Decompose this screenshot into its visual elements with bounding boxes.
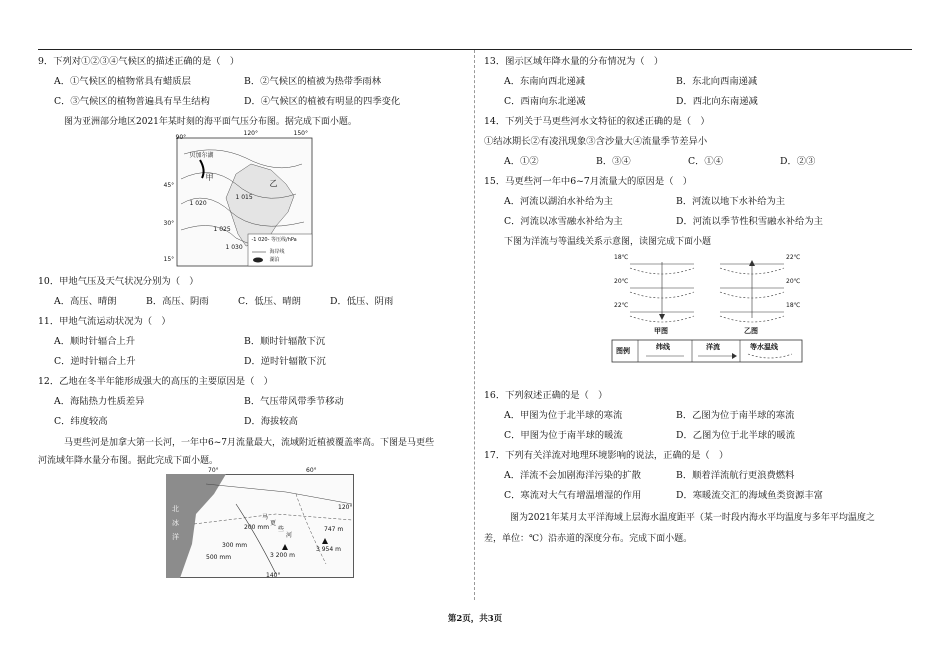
left-column [38,52,463,580]
q13-stem: 13．图示区域年降水量的分布情况为（ ） [484,56,664,67]
q14-stem: 14．下列关于马更些河水文特征的叙述正确的是（ ） [484,116,710,127]
column-divider [474,50,475,600]
q16-options-row2 [484,426,912,446]
temp-b-2: 20℃ [786,278,801,285]
caption-b: 乙图 [744,327,758,335]
q17-option-d[interactable]: D．寒暖流交汇的海域鱼类资源丰富 [676,490,823,501]
q11-options-row2 [38,352,463,372]
label-jia: 甲 [205,173,214,182]
isobar-1030: 1 030 [225,244,243,251]
current-isotherm-figure [610,254,804,364]
legend-isotherm: 等水温线 [750,343,778,351]
q10-options [38,292,463,312]
right-column [484,52,912,548]
q9-option-c[interactable]: C．③气候区的植物普遍具有旱生结构 [54,96,210,107]
label-bei: 北 [172,505,179,513]
label-baikal: 贝加尔湖 [189,152,214,159]
temp-b-1: 22℃ [786,254,801,261]
q16-option-b[interactable]: B．乙图为位于南半球的寒流 [676,410,795,421]
q14-options [484,152,912,172]
elev-747: 747 m [324,526,344,533]
lon-150: 150° [293,130,308,137]
legend-current: 洋流 [706,343,720,351]
temp-b-3: 18℃ [786,302,801,309]
q9-options-row2 [38,92,463,112]
elev-3200: 3 200 m [270,552,295,559]
lon-140: 140° [266,572,281,579]
lon-120: 120° [243,130,258,137]
label-bing: 冰 [172,519,179,527]
q17-option-a[interactable]: A．洋流不会加剧海洋污染的扩散 [504,470,641,481]
q13-options-row1 [484,72,912,92]
q11-stem: 11．甲地气流运动状况为（ ） [38,316,171,327]
q11-options-row1 [38,332,463,352]
isohyet-300: 300 mm [222,542,248,549]
isohyet-200: 200 mm [244,524,270,531]
label-yi: 乙 [269,179,278,188]
q17-options-row1 [484,466,912,486]
q15-option-d[interactable]: D．河流以季节性积雪融水补给为主 [676,216,823,227]
q11-option-a[interactable]: A．顺时针辐合上升 [54,336,136,347]
q16-option-c[interactable]: C．甲图为位于南半球的暖流 [504,430,623,441]
isobar-1020: 1 020 [189,200,207,207]
river-char-1: 马 [262,514,269,521]
q16-options-row1 [484,406,912,426]
legend-coast: 海岸线 [269,249,285,255]
q12-stem: 12．乙地在冬半年能形成强大的高压的主要原因是（ ） [38,376,273,387]
intro-q18-line2: 差，单位：℃）沿赤道的深度分布。完成下面小题。 [484,534,693,544]
q9-option-a[interactable]: A．①气候区的植物常具有蜡质层 [54,76,191,87]
q16-option-a[interactable]: A．甲图为位于北半球的寒流 [504,410,623,421]
intro-map2-line2: 河流域年降水量分布图。据此完成下面小题。 [38,456,219,466]
q12-option-b[interactable]: B．气压带风带季节移动 [244,396,344,407]
legend-latitude: 纬线 [656,343,670,351]
q12-option-c[interactable]: C．纬度较高 [54,416,108,427]
q10-option-c[interactable]: C．低压、晴朗 [238,296,301,307]
q14-option-b[interactable]: B．③④ [596,156,631,167]
q10-option-b[interactable]: B．高压、阴雨 [146,296,209,307]
temp-a-2: 20℃ [614,278,629,285]
q14-option-d[interactable]: D．②③ [780,156,816,167]
legend-lake: 湖泊 [269,257,280,263]
q11-option-b[interactable]: B．顺时针辐散下沉 [244,336,326,347]
q15-option-b[interactable]: B．河流以地下水补给为主 [676,196,786,207]
temp-a-3: 22℃ [614,302,629,309]
q12-options-row1 [38,392,463,412]
lon-120: 120° [338,504,353,511]
label-yang: 洋 [172,533,179,541]
caption-a: 甲图 [654,327,668,335]
temp-a-1: 18℃ [614,254,629,261]
river-char-4: 河 [286,532,293,539]
q9-option-b[interactable]: B．②气候区的植被为热带季雨林 [244,76,381,87]
intro-q18-line1: 图为2021年某月太平洋海域上层海水温度距平（某一时段内海水平均温度与多年平均温度之 [510,513,875,523]
isobar-1025: 1 025 [213,226,231,233]
isobar-1015: 1 015 [235,194,253,201]
q13-option-d[interactable]: D．西北向东南递减 [676,96,758,107]
lon-60: 60° [306,467,317,474]
pressure-map [163,130,326,270]
q16-stem: 16．下列叙述正确的是（ ） [484,390,608,401]
q15-option-c[interactable]: C．河流以冰雪融水补给为主 [504,216,623,227]
q12-option-a[interactable]: A．海陆热力性质差异 [54,396,145,407]
q13-option-c[interactable]: C．西南向东北递减 [504,96,586,107]
q15-options-row2 [484,212,912,232]
lat-45: 45° [163,182,175,189]
q10-stem: 10．甲地气压及天气状况分别为（ ） [38,276,199,287]
q9-options-row1 [38,72,463,92]
q15-option-a[interactable]: A．河流以湖泊水补给为主 [504,196,613,207]
legend-isobar: -1 020- 等压线/hPa [251,237,297,243]
legend-title: 图例 [616,347,630,355]
river-char-3: 些 [278,526,285,533]
q14-items: ①结冰期长②有凌汛现象③含沙量大④流量季节差异小 [484,136,708,147]
q15-options-row1 [484,192,912,212]
q13-options-row2 [484,92,912,112]
lon-70: 70° [208,467,219,474]
river-char-2: 更 [270,520,277,527]
q16-option-d[interactable]: D．乙图为位于北半球的暖流 [676,430,796,441]
q12-option-d[interactable]: D．海拔较高 [244,416,298,427]
q10-option-d[interactable]: D．低压、阴雨 [330,296,394,307]
q9-stem: 9．下列对①②③④气候区的描述正确的是（ ） [38,56,240,67]
intro-map1: 图为亚洲部分地区2021年某时刻的海平面气压分布图。据完成下面小题。 [64,117,357,127]
q14-option-c[interactable]: C．①④ [688,156,724,167]
lat-30: 30° [163,220,175,227]
lon-90: 90° [175,134,187,141]
q13-option-a[interactable]: A．东南向西北递减 [504,76,586,87]
intro-fig3: 下图为洋流与等温线关系示意图，读图完成下面小题 [504,237,712,247]
q17-stem: 17．下列有关洋流对地理环境影响的说法，正确的是（ ） [484,450,729,461]
q17-option-c[interactable]: C．寒流对大气有增温增湿的作用 [504,490,642,501]
q11-option-d[interactable]: D．逆时针辐散下沉 [244,356,326,367]
elev-3954: 3 954 m [316,546,341,553]
intro-map2-line1: 马更些河是加拿大第一长河，一年中6~7月流量最大，流域附近植被覆盖率高。下图是马更些 [64,438,434,448]
precipitation-map [166,467,354,579]
q14-option-a[interactable]: A．①② [504,156,539,167]
q15-stem: 15．马更些河一年中6~7月流量大的原因是（ ） [484,176,693,187]
isohyet-500: 500 mm [206,554,232,561]
q11-option-c[interactable]: C．逆时针辐合上升 [54,356,136,367]
q9-option-d[interactable]: D．④气候区的植被有明显的四季变化 [244,96,401,107]
page-footer: 第2页，共3页 [447,614,503,624]
q10-option-a[interactable]: A．高压、晴朗 [54,296,117,307]
top-rule [38,49,912,50]
q17-option-b[interactable]: B．顺着洋流航行更浪费燃料 [676,470,795,481]
lat-15: 15° [163,256,175,263]
q17-options-row2 [484,486,912,506]
q12-options-row2 [38,412,463,432]
q13-option-b[interactable]: B．东北向西南递减 [676,76,758,87]
